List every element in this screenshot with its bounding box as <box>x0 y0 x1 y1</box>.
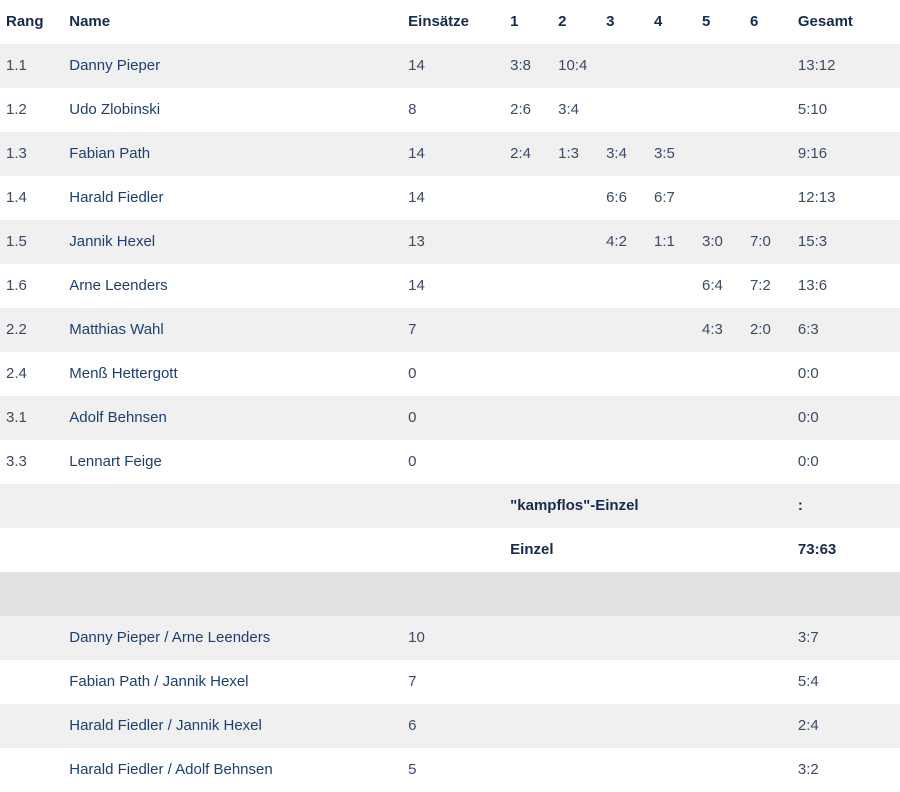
cell-set-4 <box>654 352 702 396</box>
cell-set-1 <box>510 352 558 396</box>
summary-name-spacer <box>63 528 408 572</box>
doubles-set-1 <box>510 660 558 704</box>
doubles-games: 6 <box>408 704 510 748</box>
doubles-set-5 <box>702 660 750 704</box>
doubles-set-3 <box>606 704 654 748</box>
cell-set-6 <box>750 44 798 88</box>
summary-games-spacer <box>408 484 510 528</box>
cell-set-6 <box>750 440 798 484</box>
cell-games: 14 <box>408 264 510 308</box>
cell-rank: 1.3 <box>0 132 63 176</box>
cell-games: 0 <box>408 396 510 440</box>
cell-set-3 <box>606 440 654 484</box>
doubles-total: 5:4 <box>798 660 900 704</box>
cell-set-4: 6:7 <box>654 176 702 220</box>
cell-set-2 <box>558 264 606 308</box>
cell-name[interactable]: Jannik Hexel <box>63 220 408 264</box>
cell-set-1: 2:4 <box>510 132 558 176</box>
cell-total: 0:0 <box>798 440 900 484</box>
table-header <box>0 0 900 44</box>
column-header-set-4: 4 <box>654 0 702 44</box>
doubles-pair-name[interactable]: Fabian Path / Jannik Hexel <box>63 660 408 704</box>
cell-set-5 <box>702 176 750 220</box>
summary-rank-spacer <box>0 528 63 572</box>
cell-set-1 <box>510 264 558 308</box>
doubles-set-1 <box>510 748 558 792</box>
doubles-set-4 <box>654 704 702 748</box>
cell-rank: 2.2 <box>0 308 63 352</box>
cell-games: 14 <box>408 176 510 220</box>
summary-rank-spacer <box>0 484 63 528</box>
cell-set-1: 2:6 <box>510 88 558 132</box>
cell-name[interactable]: Udo Zlobinski <box>63 88 408 132</box>
table-row <box>0 44 900 88</box>
column-header-total: Gesamt <box>798 0 900 44</box>
cell-set-3: 3:4 <box>606 132 654 176</box>
cell-set-6: 7:0 <box>750 220 798 264</box>
table-body <box>0 44 900 792</box>
cell-name[interactable]: Fabian Path <box>63 132 408 176</box>
cell-name[interactable]: Lennart Feige <box>63 440 408 484</box>
doubles-set-4 <box>654 616 702 660</box>
cell-set-5: 3:0 <box>702 220 750 264</box>
divider-line <box>0 572 900 616</box>
cell-set-4 <box>654 88 702 132</box>
cell-set-3 <box>606 88 654 132</box>
cell-set-4 <box>654 44 702 88</box>
cell-set-5 <box>702 396 750 440</box>
doubles-games: 10 <box>408 616 510 660</box>
cell-set-2 <box>558 220 606 264</box>
doubles-set-2 <box>558 748 606 792</box>
cell-set-3 <box>606 44 654 88</box>
table-row <box>0 176 900 220</box>
cell-set-1: 3:8 <box>510 44 558 88</box>
doubles-total: 3:2 <box>798 748 900 792</box>
cell-rank: 1.6 <box>0 264 63 308</box>
cell-set-1 <box>510 440 558 484</box>
cell-total: 15:3 <box>798 220 900 264</box>
cell-set-5: 4:3 <box>702 308 750 352</box>
cell-set-4 <box>654 264 702 308</box>
doubles-set-5 <box>702 748 750 792</box>
cell-set-2 <box>558 176 606 220</box>
cell-name[interactable]: Matthias Wahl <box>63 308 408 352</box>
cell-games: 8 <box>408 88 510 132</box>
cell-set-5 <box>702 44 750 88</box>
cell-set-6 <box>750 88 798 132</box>
cell-set-3 <box>606 264 654 308</box>
cell-set-1 <box>510 176 558 220</box>
cell-set-1 <box>510 220 558 264</box>
cell-games: 13 <box>408 220 510 264</box>
cell-name[interactable]: Arne Leenders <box>63 264 408 308</box>
cell-set-6 <box>750 176 798 220</box>
doubles-set-1 <box>510 616 558 660</box>
cell-set-2 <box>558 352 606 396</box>
table-row <box>0 88 900 132</box>
doubles-set-6 <box>750 660 798 704</box>
summary-total: 73:63 <box>798 528 900 572</box>
cell-games: 14 <box>408 132 510 176</box>
cell-set-4: 3:5 <box>654 132 702 176</box>
cell-set-5: 6:4 <box>702 264 750 308</box>
doubles-row <box>0 660 900 704</box>
cell-games: 14 <box>408 44 510 88</box>
table-row <box>0 132 900 176</box>
cell-set-1 <box>510 308 558 352</box>
cell-rank: 2.4 <box>0 352 63 396</box>
table-row <box>0 396 900 440</box>
doubles-set-2 <box>558 660 606 704</box>
cell-set-2: 1:3 <box>558 132 606 176</box>
table-row <box>0 440 900 484</box>
cell-set-5 <box>702 88 750 132</box>
column-header-set-6: 6 <box>750 0 798 44</box>
cell-set-6: 7:2 <box>750 264 798 308</box>
summary-label: Einzel <box>510 528 798 572</box>
summary-total: : <box>798 484 900 528</box>
summary-label: "kampflos"-Einzel <box>510 484 798 528</box>
cell-set-3: 4:2 <box>606 220 654 264</box>
doubles-set-3 <box>606 748 654 792</box>
cell-total: 9:16 <box>798 132 900 176</box>
cell-set-1 <box>510 396 558 440</box>
summary-row-singles <box>0 528 900 572</box>
table-row <box>0 352 900 396</box>
cell-set-4 <box>654 396 702 440</box>
doubles-set-2 <box>558 704 606 748</box>
doubles-row <box>0 748 900 792</box>
cell-set-2: 3:4 <box>558 88 606 132</box>
cell-set-3: 6:6 <box>606 176 654 220</box>
cell-total: 6:3 <box>798 308 900 352</box>
cell-set-5 <box>702 352 750 396</box>
doubles-games: 5 <box>408 748 510 792</box>
cell-rank: 1.4 <box>0 176 63 220</box>
column-header-set-5: 5 <box>702 0 750 44</box>
doubles-total: 2:4 <box>798 704 900 748</box>
doubles-row <box>0 704 900 748</box>
cell-total: 12:13 <box>798 176 900 220</box>
column-header-set-2: 2 <box>558 0 606 44</box>
cell-total: 0:0 <box>798 352 900 396</box>
doubles-pair-name[interactable]: Danny Pieper / Arne Leenders <box>63 616 408 660</box>
cell-name[interactable]: Menß Hettergott <box>63 352 408 396</box>
cell-name[interactable]: Danny Pieper <box>63 44 408 88</box>
cell-rank: 1.1 <box>0 44 63 88</box>
summary-row-walkover-singles <box>0 484 900 528</box>
cell-set-6: 2:0 <box>750 308 798 352</box>
section-divider <box>0 572 900 616</box>
cell-total: 13:12 <box>798 44 900 88</box>
cell-total: 5:10 <box>798 88 900 132</box>
cell-games: 0 <box>408 352 510 396</box>
header-row <box>0 0 900 44</box>
cell-set-5 <box>702 132 750 176</box>
column-header-games: Einsätze <box>408 0 510 44</box>
cell-games: 0 <box>408 440 510 484</box>
cell-set-2: 10:4 <box>558 44 606 88</box>
doubles-pair-name[interactable]: Harald Fiedler / Jannik Hexel <box>63 704 408 748</box>
cell-set-5 <box>702 440 750 484</box>
cell-set-3 <box>606 396 654 440</box>
cell-rank: 1.5 <box>0 220 63 264</box>
doubles-rank-spacer <box>0 748 63 792</box>
cell-set-4 <box>654 440 702 484</box>
doubles-set-3 <box>606 616 654 660</box>
cell-set-6 <box>750 132 798 176</box>
cell-set-2 <box>558 440 606 484</box>
summary-games-spacer <box>408 528 510 572</box>
doubles-pair-name[interactable]: Harald Fiedler / Adolf Behnsen <box>63 748 408 792</box>
doubles-set-6 <box>750 704 798 748</box>
doubles-rank-spacer <box>0 660 63 704</box>
doubles-set-1 <box>510 704 558 748</box>
table-row <box>0 308 900 352</box>
cell-set-3 <box>606 352 654 396</box>
column-header-name: Name <box>63 0 408 44</box>
cell-total: 13:6 <box>798 264 900 308</box>
cell-set-4 <box>654 308 702 352</box>
cell-set-6 <box>750 396 798 440</box>
cell-rank: 3.3 <box>0 440 63 484</box>
cell-set-2 <box>558 396 606 440</box>
doubles-set-3 <box>606 660 654 704</box>
cell-set-3 <box>606 308 654 352</box>
doubles-set-4 <box>654 660 702 704</box>
cell-games: 7 <box>408 308 510 352</box>
doubles-games: 7 <box>408 660 510 704</box>
cell-name[interactable]: Harald Fiedler <box>63 176 408 220</box>
table-row <box>0 220 900 264</box>
cell-set-6 <box>750 352 798 396</box>
doubles-row <box>0 616 900 660</box>
cell-set-4: 1:1 <box>654 220 702 264</box>
doubles-total: 3:7 <box>798 616 900 660</box>
cell-total: 0:0 <box>798 396 900 440</box>
doubles-rank-spacer <box>0 616 63 660</box>
doubles-set-5 <box>702 616 750 660</box>
cell-rank: 3.1 <box>0 396 63 440</box>
cell-rank: 1.2 <box>0 88 63 132</box>
doubles-set-4 <box>654 748 702 792</box>
doubles-set-5 <box>702 704 750 748</box>
cell-name[interactable]: Adolf Behnsen <box>63 396 408 440</box>
doubles-set-2 <box>558 616 606 660</box>
column-header-set-1: 1 <box>510 0 558 44</box>
doubles-rank-spacer <box>0 704 63 748</box>
summary-name-spacer <box>63 484 408 528</box>
column-header-set-3: 3 <box>606 0 654 44</box>
cell-set-2 <box>558 308 606 352</box>
column-header-rank: Rang <box>0 0 63 44</box>
doubles-set-6 <box>750 748 798 792</box>
doubles-set-6 <box>750 616 798 660</box>
table-row <box>0 264 900 308</box>
